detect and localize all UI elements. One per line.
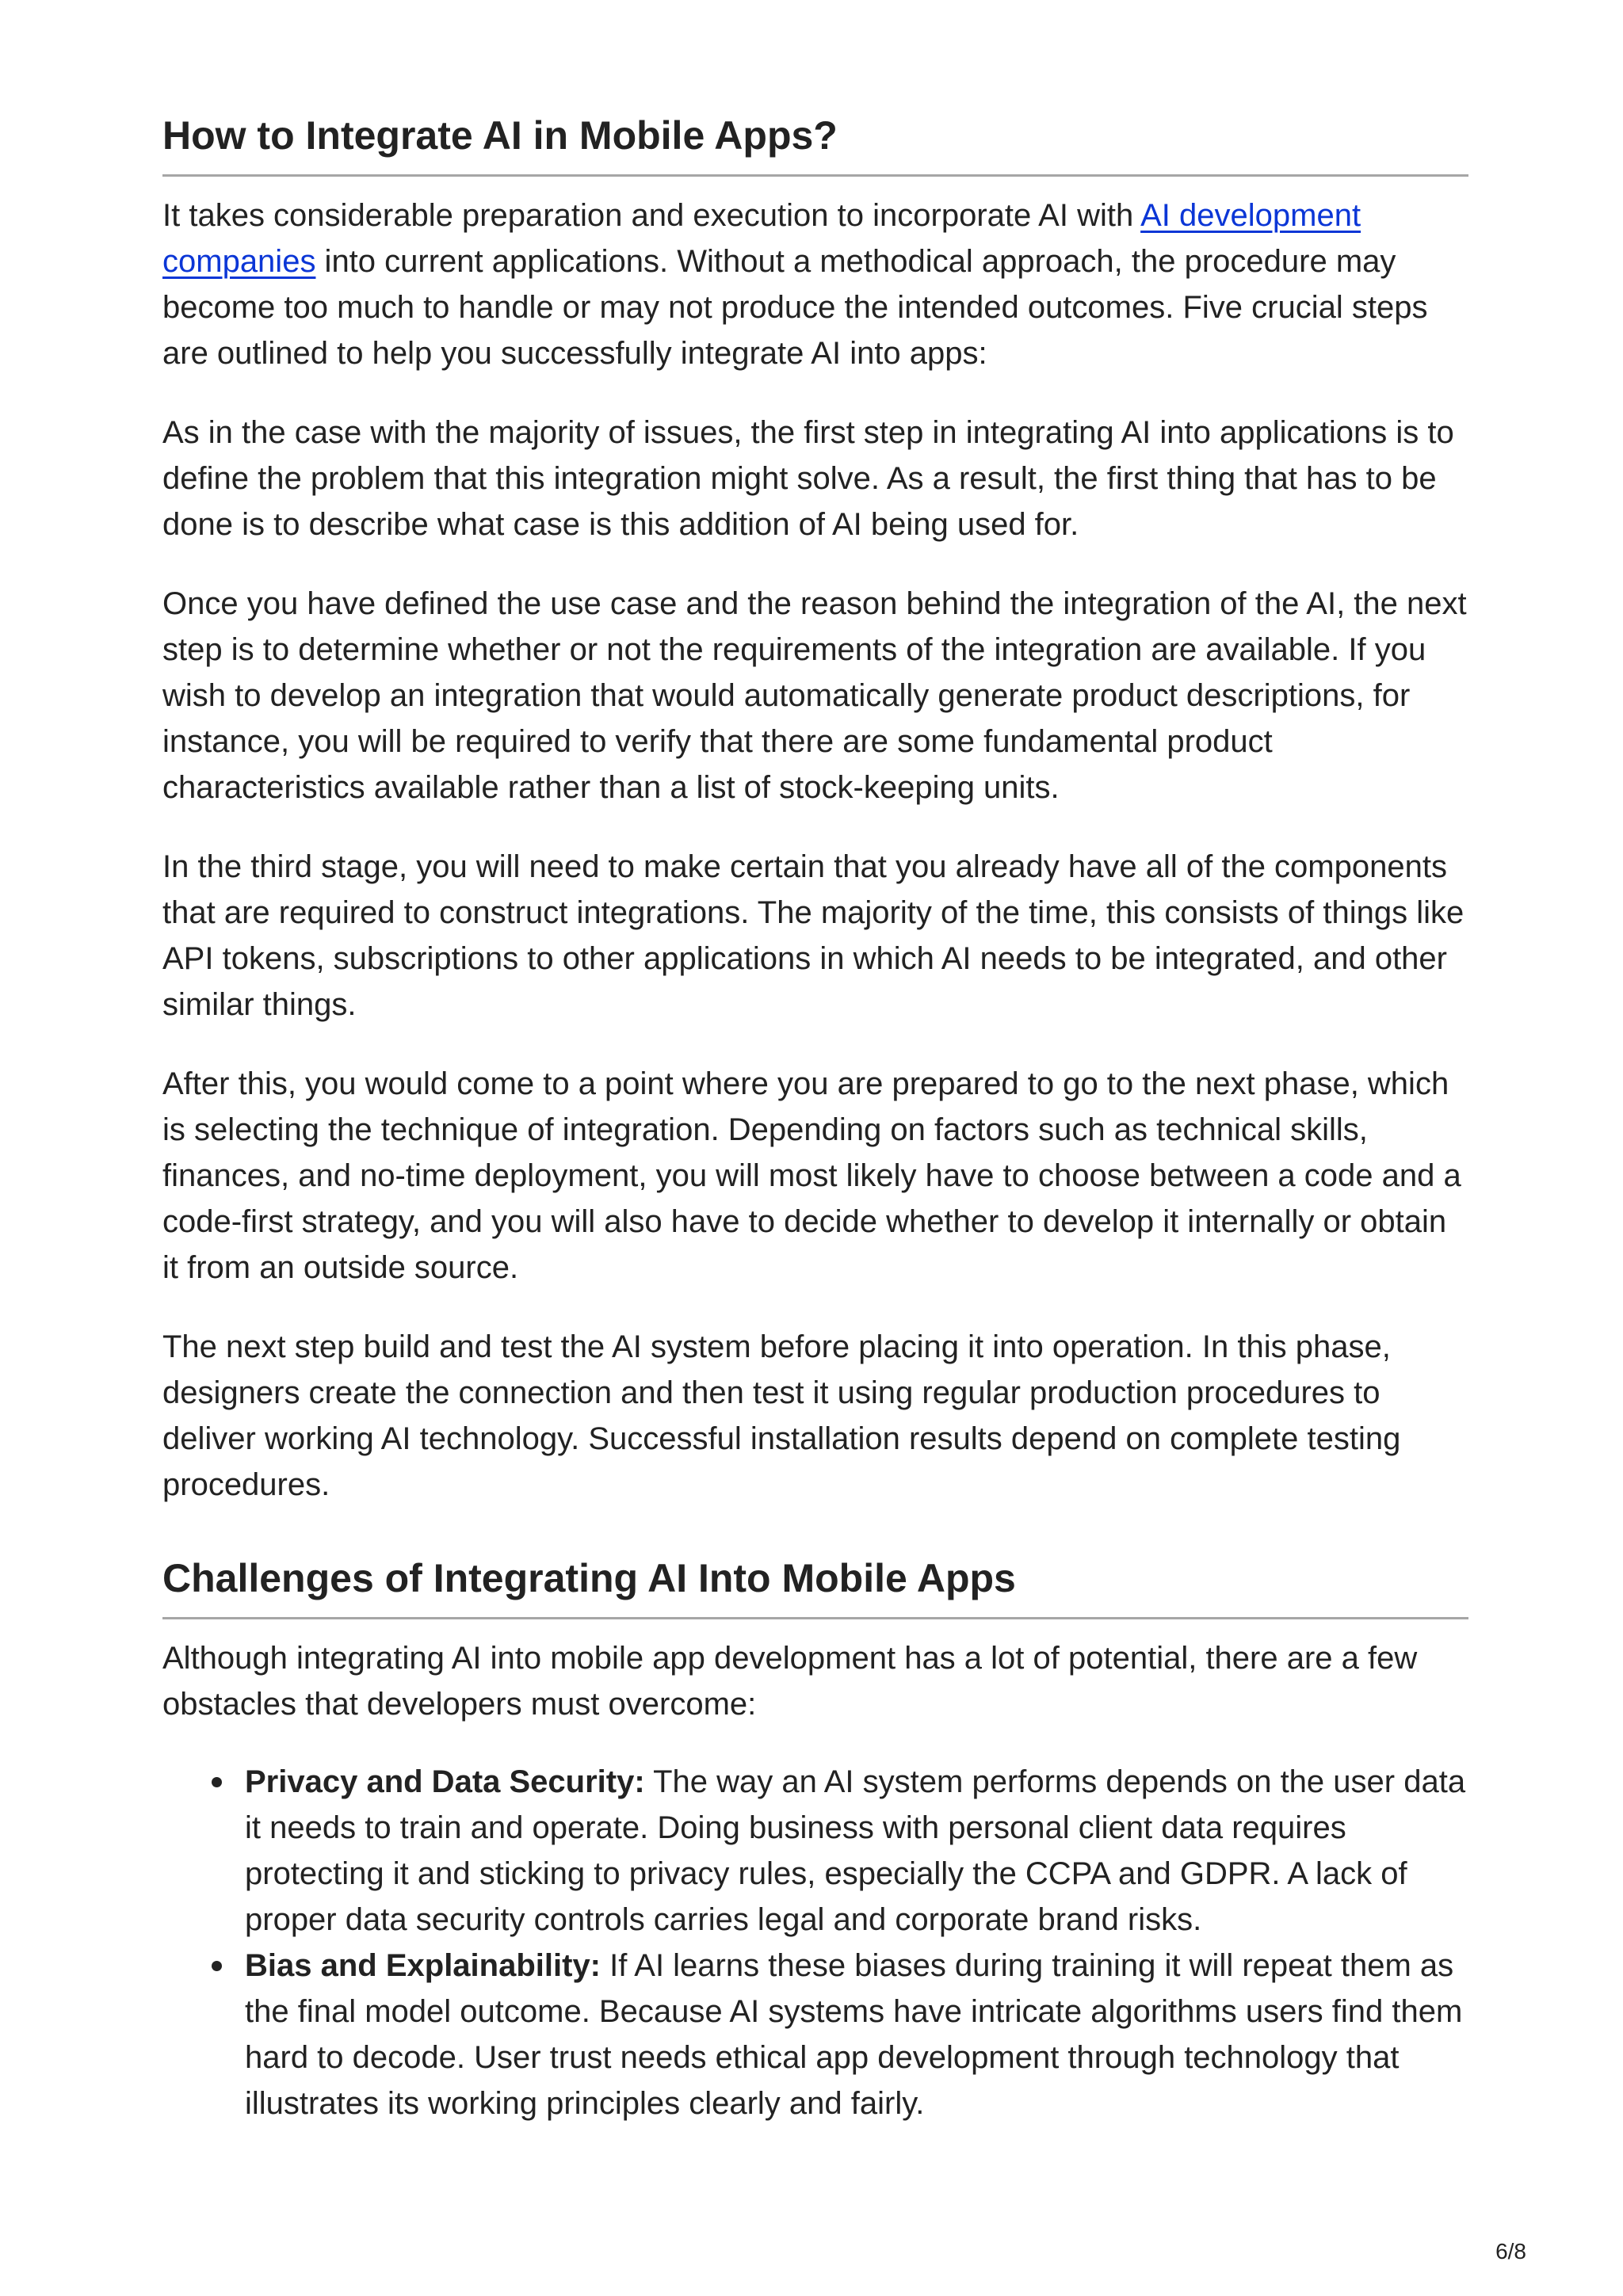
paragraph-step-1: As in the case with the majority of issues, the first step in integrating AI into applications is to define the problem that this integration might solve. As a result, the first thing that has to be done is to describe what case is this addition of AI being used for. <box>162 415 1454 542</box>
challenges-list <box>162 1759 1468 2126</box>
challenges-intro-paragraph: Although integrating AI into mobile app development has a lot of potential, there are a few obstacles that developers must overcome: <box>162 1641 1418 1722</box>
bullet-icon <box>212 1961 222 1971</box>
paragraph-step-2: Once you have defined the use case and the reason behind the integration of the AI, the next step is to determine whether or not the requirements of the integration are available. If you wish to develop an integration that would automatically generate product descriptions, for instance, you will be required to verify that there are some fundamental product characteristics available rather than a list of stock-keeping units. <box>162 586 1467 805</box>
paragraph-step-3: In the third stage, you will need to make certain that you already have all of the components that are required to construct integrations. The majority of the time, this consists of things like API tokens, subscriptions to other applications in which AI needs to be integrated, and other similar things. <box>162 849 1465 1022</box>
list-item-bias <box>245 1943 1468 2126</box>
paragraph-step-4: After this, you would come to a point where you are prepared to go to the next phase, which is selecting the technique of integration. Depending on factors such as technical skills, finances, and no-time deployment, you will most likely have to choose between a code and a code-first strategy, and you will also have to decide whether to develop it internally or obtain it from an outside source. <box>162 1066 1461 1285</box>
bullet-icon <box>212 1777 222 1787</box>
intro-paragraph <box>162 193 1468 376</box>
list-item-title: Privacy and Data Security: <box>245 1764 645 1799</box>
intro-text-after-link: into current applications. Without a methodical approach, the procedure may become too much to handle or may not produce the intended outcomes. Five crucial steps are outlined to help you successfully integrate AI into apps: <box>162 244 1428 371</box>
section-heading-integrate-ai: How to Integrate AI in Mobile Apps? <box>162 111 1468 177</box>
intro-text-before-link: It takes considerable preparation and execution to incorporate AI with <box>162 198 1141 233</box>
list-item-text: The way an AI system performs depends on the user data it needs to train and operate. Doing business with personal client data requires protecting it and sticking to privacy rules, especially the CCPA and GDPR. A lack of proper data security controls carries legal and corporate brand risks. <box>245 1764 1466 1937</box>
ai-development-companies-link[interactable]: AI development companies <box>162 198 1361 279</box>
section-heading-challenges: Challenges of Integrating AI Into Mobile Apps <box>162 1554 1468 1619</box>
paragraph-step-5: The next step build and test the AI system before placing it into operation. In this phase, designers create the connection and then test it using regular production procedures to deliver working AI technology. Successful installation results depend on complete testing procedures. <box>162 1329 1401 1502</box>
list-item-text: If AI learns these biases during training it will repeat them as the final model outcome. Because AI systems have intricate algorithms users find them hard to decode. User trust needs ethical app development through technology that illustrates its working principles clearly and fairly. <box>245 1948 1463 2121</box>
document-page <box>162 111 1468 2126</box>
list-item-privacy <box>245 1759 1468 1943</box>
list-item-title: Bias and Explainability: <box>245 1948 601 1983</box>
page-number: 6/8 <box>1495 2239 1526 2264</box>
